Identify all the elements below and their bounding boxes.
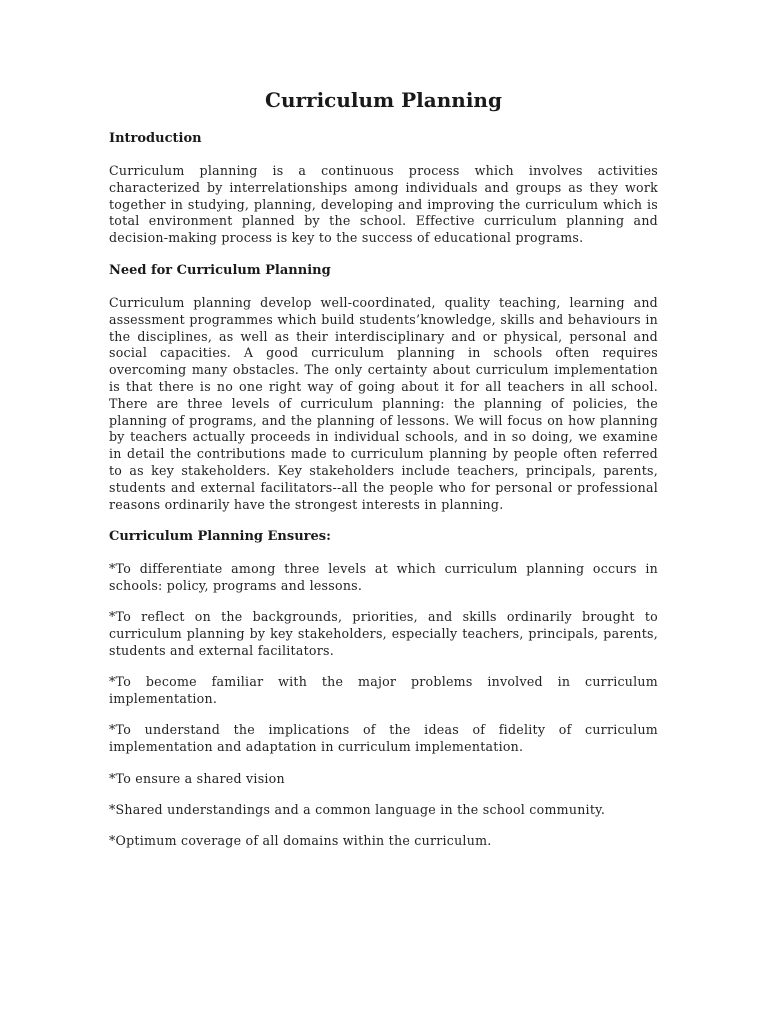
need-paragraph: Curriculum planning develop well-coordinated, quality teaching, learning and assessment programmes which build students’knowledge, skills and behaviours in the disciplines, as well as their interdisciplinary and or physical, personal and social capacities. A good curriculum planning in schools often requires overcoming many obstacles. The only certainty about curriculum implementation is that there is no one right way of going about it for all teachers in all school. There are three levels of curriculum planning: the planning of policies, the planning of programs, and the planning of lessons. We will focus on how planning by teachers actually proceeds in individual schools, and in so doing, we examine in detail the contributions made to curriculum planning by people often referred to as key stakeholders. Key stakeholders include teachers, principals, parents, students and external facilitators--all the people who for personal or professional reasons ordinarily have the strongest interests in planning. bbox=[109, 294, 658, 512]
document-page bbox=[109, 86, 658, 864]
ensures-item: *Shared understandings and a common language in the school community. bbox=[109, 801, 606, 817]
ensures-item: *To ensure a shared vision bbox=[109, 770, 285, 786]
ensures-item: *To become familiar with the major problems involved in curriculum implementation. bbox=[109, 674, 658, 707]
page-title: Curriculum Planning bbox=[265, 88, 502, 112]
ensures-item: *To understand the implications of the ideas of fidelity of curriculum implementation and adaptation in curriculum implementation. bbox=[109, 722, 658, 755]
section-heading-introduction: Introduction bbox=[109, 131, 202, 146]
section-heading-need: Need for Curriculum Planning bbox=[109, 262, 331, 278]
ensures-item: *To reflect on the backgrounds, priorities, and skills ordinarily brought to curriculum planning by key stakeholders, especially teachers, principals, parents, students and external facilitators. bbox=[109, 609, 658, 659]
section-heading-ensures: Curriculum Planning Ensures: bbox=[109, 529, 331, 545]
ensures-item: *To differentiate among three levels at which curriculum planning occurs in schools: policy, programs and lessons. bbox=[109, 561, 658, 594]
introduction-paragraph: Curriculum planning is a continuous process which involves activities characterized by interrelationships among individuals and groups as they work together in studying, planning, developing and improving the curriculum which is total environment planned by the school. Effective curriculum planning and decision-making process is key to the success of educational programs. bbox=[109, 163, 658, 246]
ensures-item: *Optimum coverage of all domains within the curriculum. bbox=[109, 833, 492, 849]
